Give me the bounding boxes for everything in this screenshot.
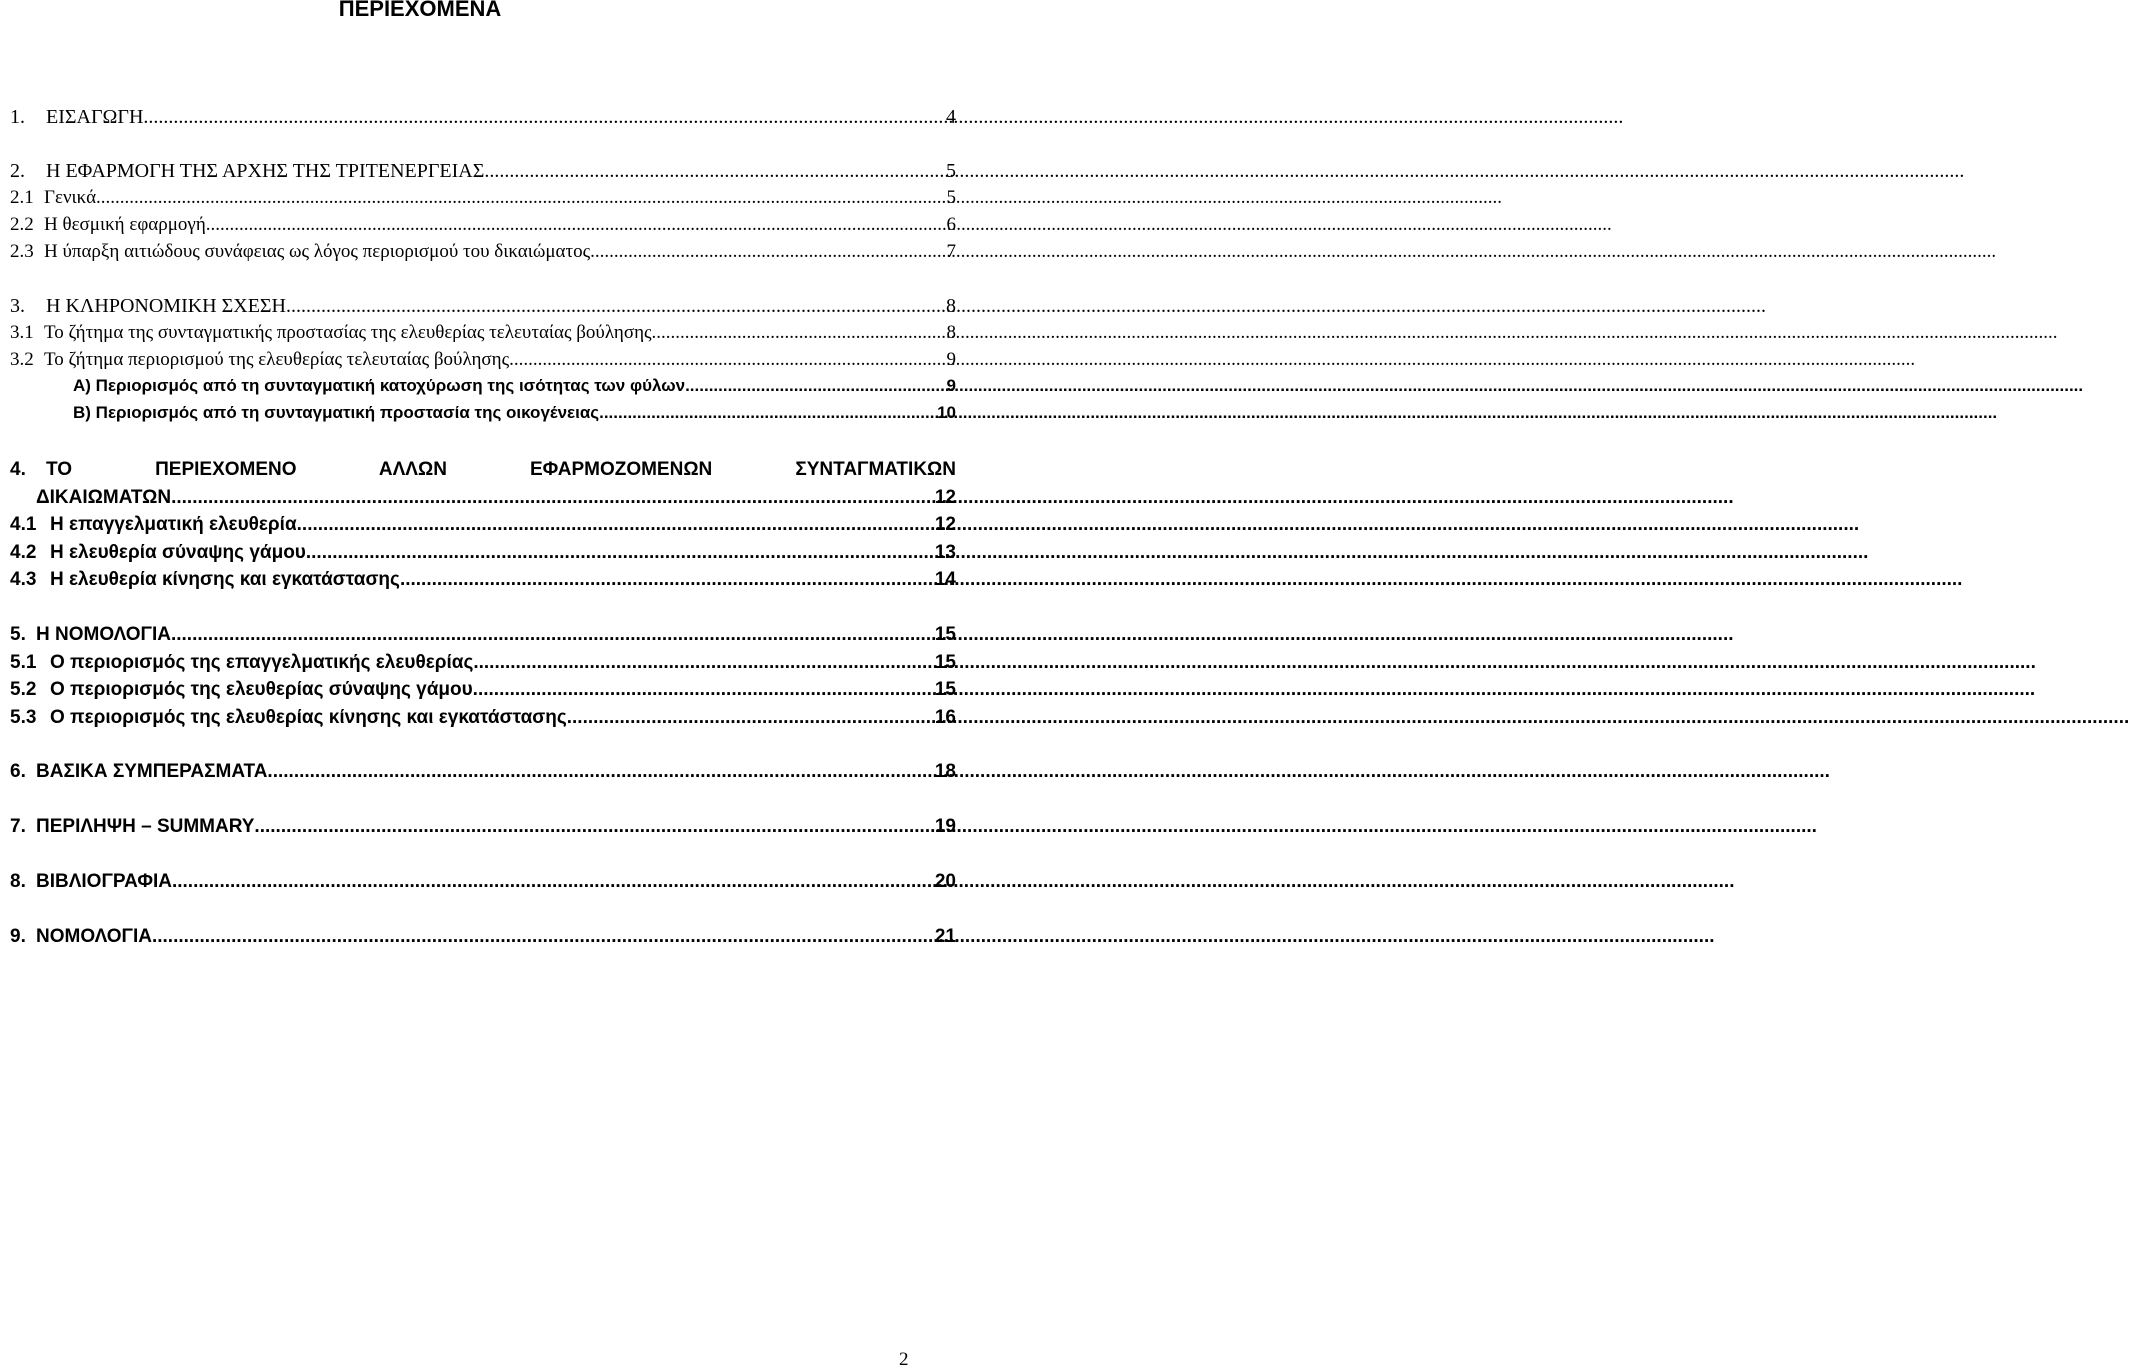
- toc-entry-title: Ο περιορισμός της επαγγελματικής ελευθερίας: [50, 652, 474, 673]
- toc-entry-title: Α) Περιορισμός από τη συνταγματική κατοχύρωση της ισότητας των φύλων: [73, 376, 686, 395]
- toc-entry-title: ΤΟ ΠΕΡΙΕΧΟΜΕΝΟ ΑΛΛΩΝ ΕΦΑΡΜΟΖΟΜΕΝΩΝ ΣΥΝΤΑΓΜΑΤΙΚΩΝ: [46, 459, 956, 480]
- dot-leader: [400, 569, 933, 591]
- toc-entry-2-3[interactable]: [0, 241, 956, 265]
- toc-entry-page: 8: [946, 295, 956, 317]
- dot-leader: [286, 295, 944, 318]
- toc-entry-page: 7: [946, 241, 956, 262]
- toc-entry-number: 2.: [10, 160, 25, 182]
- toc-entry-3-1[interactable]: [0, 322, 956, 346]
- toc-entry-page: 16: [934, 707, 956, 728]
- toc-entry-page: 21: [934, 926, 956, 947]
- toc-entry-number: 9.: [10, 926, 26, 947]
- toc-entry-4-2[interactable]: [0, 542, 956, 566]
- toc-entry-page: 9: [946, 349, 956, 370]
- toc-entry-number: 3.1: [10, 322, 34, 343]
- toc-entry-number: 5.3: [10, 707, 37, 728]
- toc-entry-7[interactable]: [0, 816, 956, 840]
- toc-entry-number: 5.2: [10, 679, 37, 700]
- toc-entry-page: 20: [934, 871, 956, 892]
- dot-leader: [685, 376, 944, 396]
- dot-leader: [267, 761, 932, 783]
- toc-entry-title: ΒΑΣΙΚΑ ΣΥΜΠΕΡΑΣΜΑΤΑ: [36, 761, 268, 782]
- toc-entry-title: Η θεσμική εφαρμογή: [44, 214, 206, 235]
- dot-leader: [567, 707, 933, 729]
- dot-leader: [599, 403, 935, 423]
- toc-entry-title: Η επαγγελματική ελευθερία: [50, 514, 297, 535]
- toc-entry-3-2-b[interactable]: [0, 403, 956, 427]
- dot-leader: [143, 106, 944, 129]
- dot-leader: [206, 214, 945, 236]
- toc-entry-title: Γενικά: [44, 187, 97, 208]
- dot-leader: [152, 926, 933, 948]
- table-of-contents: [0, 0, 960, 1368]
- toc-entry-8[interactable]: [0, 871, 956, 895]
- dot-leader: [590, 241, 944, 263]
- toc-entry-page: 12: [934, 487, 956, 508]
- toc-entry-page: 13: [934, 542, 956, 563]
- toc-entry-title: ΔΙΚΑΙΩΜΑΤΩΝ: [36, 487, 172, 508]
- toc-entry-number: 3.2: [10, 349, 34, 370]
- toc-entry-number: 4.2: [10, 542, 37, 563]
- toc-entry-5[interactable]: [0, 624, 956, 648]
- toc-entry-3-2[interactable]: [0, 349, 956, 373]
- toc-entry-4-continued[interactable]: [0, 487, 956, 511]
- toc-entry-5-3[interactable]: [0, 707, 956, 731]
- toc-entry-number: 1.: [10, 106, 25, 128]
- toc-entry-title: ΝΟΜΟΛΟΓΙΑ: [36, 926, 152, 947]
- toc-entry-number: 6.: [10, 761, 26, 782]
- dot-leader: [171, 624, 933, 646]
- toc-entry-title: ΒΙΒΛΙΟΓΡΑΦΙΑ: [36, 871, 172, 892]
- dot-leader: [306, 542, 933, 564]
- toc-entry-page: 4: [946, 106, 956, 128]
- toc-entry-title: ΠΕΡΙΛΗΨΗ – SUMMARY: [36, 816, 255, 837]
- toc-entry-2-1[interactable]: [0, 187, 956, 211]
- toc-entry-page: 8: [946, 322, 956, 343]
- toc-entry-page: 15: [934, 679, 956, 700]
- toc-entry-title: Η ΚΛΗΡΟΝΟΜΙΚΗ ΣΧΕΣΗ: [46, 295, 286, 317]
- toc-entry-title: Β) Περιορισμός από τη συνταγματική προστασία της οικογένειας: [73, 403, 600, 422]
- toc-entry-page: 12: [934, 514, 956, 535]
- dot-leader: [172, 871, 933, 893]
- toc-entry-page: 14: [934, 569, 956, 590]
- dot-leader: [473, 652, 933, 674]
- toc-entry-number: 2.2: [10, 214, 34, 235]
- toc-entry-2[interactable]: [0, 160, 956, 184]
- toc-entry-number: 5.1: [10, 652, 37, 673]
- toc-entry-page: 18: [934, 761, 956, 782]
- page-number: 2: [899, 1349, 909, 1370]
- toc-entry-number: 4.1: [10, 514, 37, 535]
- toc-entry-title: Η ελευθερία σύναψης γάμου: [50, 542, 306, 563]
- toc-entry-1[interactable]: [0, 106, 956, 130]
- dot-leader: [171, 487, 933, 509]
- toc-entry-page: 6: [946, 214, 956, 235]
- toc-entry-5-1[interactable]: [0, 652, 956, 676]
- toc-entry-title: Η ΝΟΜΟΛΟΓΙΑ: [36, 624, 171, 645]
- dot-leader: [509, 349, 944, 371]
- toc-entry-title: Το ζήτημα περιορισμού της ελευθερίας τελευταίας βούλησης: [44, 349, 510, 370]
- dot-leader: [484, 160, 944, 183]
- toc-entry-number: 4.3: [10, 569, 37, 590]
- toc-entry-page: 15: [934, 624, 956, 645]
- toc-entry-4[interactable]: [0, 459, 956, 481]
- toc-entry-5-2[interactable]: [0, 679, 956, 703]
- toc-entry-6[interactable]: [0, 761, 956, 785]
- toc-entry-page: 5: [946, 187, 956, 208]
- toc-entry-3[interactable]: [0, 295, 956, 319]
- toc-entry-page: 15: [934, 652, 956, 673]
- toc-entry-number: 8.: [10, 871, 26, 892]
- toc-entry-4-1[interactable]: [0, 514, 956, 538]
- toc-entry-title: Ο περιορισμός της ελευθερίας κίνησης και εγκατάστασης: [50, 707, 567, 728]
- toc-entry-page: 5: [946, 160, 956, 182]
- toc-entry-page: 19: [934, 816, 956, 837]
- toc-entry-9[interactable]: [0, 926, 956, 950]
- toc-entry-4-3[interactable]: [0, 569, 956, 593]
- dot-leader: [473, 679, 933, 701]
- dot-leader: [254, 816, 932, 838]
- dot-leader: [297, 514, 933, 536]
- toc-entry-title: Η ΕΦΑΡΜΟΓΗ ΤΗΣ ΑΡΧΗΣ ΤΗΣ ΤΡΙΤΕΝΕΡΓΕΙΑΣ: [46, 160, 485, 182]
- toc-entry-number: 4.: [10, 459, 26, 480]
- toc-entry-page: 10: [937, 403, 956, 422]
- toc-entry-number: 2.1: [10, 187, 34, 208]
- toc-entry-page: 9: [946, 376, 956, 395]
- page-title: ΠΕΡΙΕΧΟΜΕΝΑ: [338, 0, 502, 21]
- toc-entry-2-2[interactable]: [0, 214, 956, 238]
- toc-entry-number: 5.: [10, 624, 26, 645]
- toc-entry-title: Η ύπαρξη αιτιώδους συνάφειας ως λόγος περιορισμού του δικαιώματος: [44, 241, 591, 262]
- toc-entry-number: 3.: [10, 295, 25, 317]
- toc-entry-title: Το ζήτημα της συνταγματικής προστασίας της ελευθερίας τελευταίας βούλησης: [44, 322, 652, 343]
- toc-entry-title: Ο περιορισμός της ελευθερίας σύναψης γάμου: [50, 679, 473, 700]
- toc-entry-number: 2.3: [10, 241, 34, 262]
- toc-entry-3-2-a[interactable]: [0, 376, 956, 400]
- toc-entry-title: ΕΙΣΑΓΩΓΗ: [46, 106, 144, 128]
- toc-entry-title: Η ελευθερία κίνησης και εγκατάστασης: [50, 569, 400, 590]
- toc-entry-number: 7.: [10, 816, 26, 837]
- dot-leader: [96, 187, 944, 209]
- dot-leader: [652, 322, 945, 344]
